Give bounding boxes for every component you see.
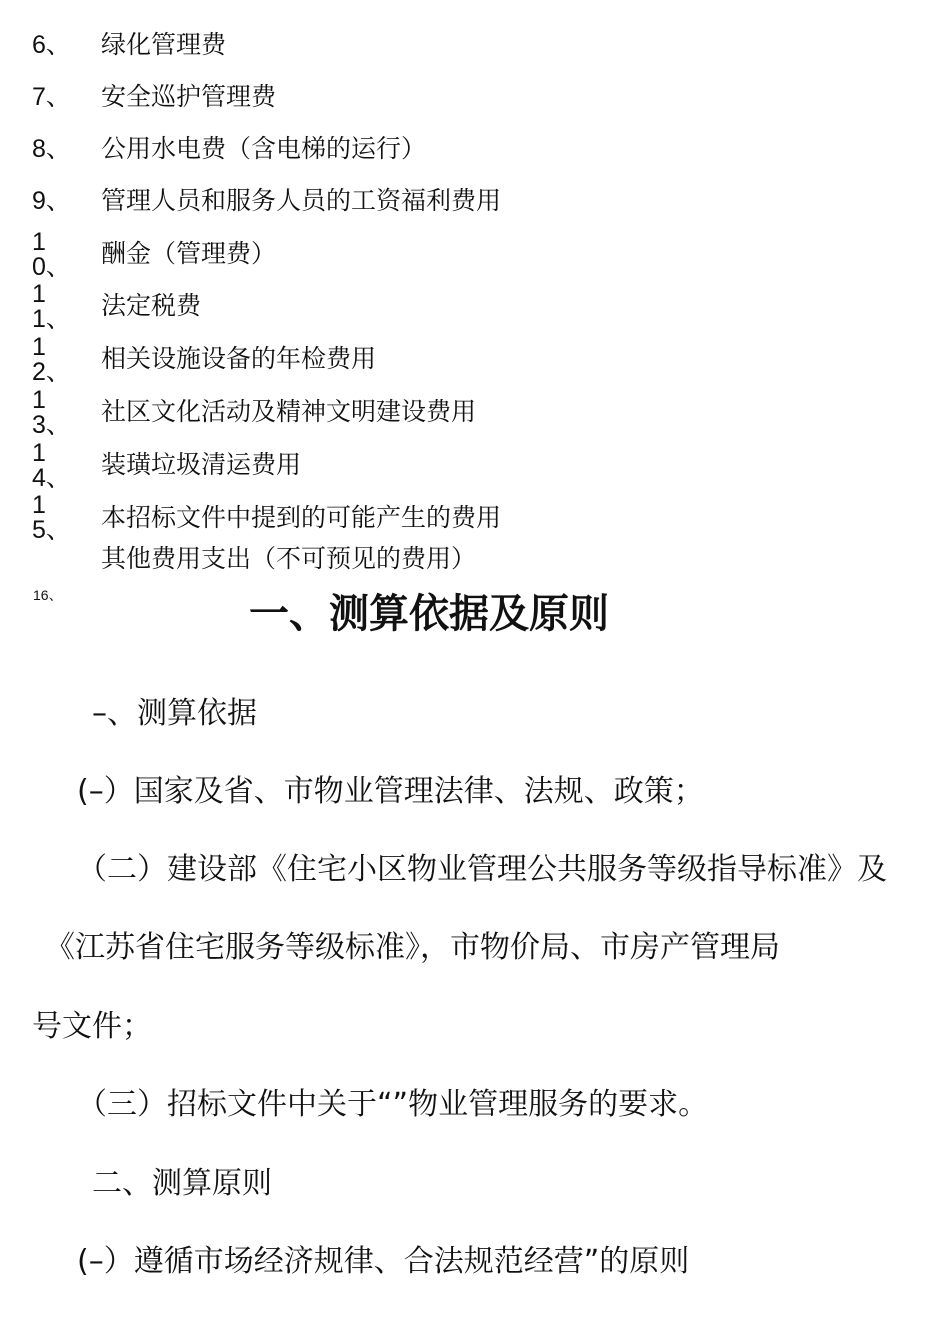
- list-number: 13、: [32, 386, 71, 439]
- paragraph-1: (–）国家及省、市物业管理法律、法规、政策；: [77, 774, 704, 809]
- list-number: 14、: [32, 439, 71, 492]
- list-item-text: 安全巡护管理费: [101, 82, 277, 111]
- paragraph-2-line-3: 号文件；: [32, 1009, 152, 1044]
- section-heading: 一、测算依据及原则: [249, 591, 609, 637]
- list-number: 8、: [32, 135, 71, 163]
- list-item-text: 法定税费: [101, 291, 202, 320]
- list-number: 9、: [32, 187, 71, 215]
- paragraph-4: (–）遵循市场经济规律、合法规范经营”的原则: [77, 1244, 690, 1279]
- list-item-text: 酬金（管理费）: [101, 239, 277, 268]
- list-number: 11、: [32, 280, 71, 333]
- list-item-text: 装璜垃圾清运费用: [101, 450, 302, 479]
- list-number: 12、: [32, 333, 71, 386]
- paragraph-2-line-2: 《江苏省住宅服务等级标准》，市物价局、市房产管理局: [45, 930, 780, 965]
- subheading-basis: –、测算依据: [92, 696, 257, 731]
- list-number: 7、: [32, 83, 71, 111]
- list-number: 6、: [32, 31, 71, 59]
- list-item-text: 公用水电费（含电梯的运行）: [101, 134, 427, 163]
- list-item-text: 绿化管理费: [101, 30, 227, 59]
- list-item-text: 管理人员和服务人员的工资福利费用: [101, 186, 502, 215]
- list-number: 16、: [33, 587, 63, 603]
- list-item-text: 其他费用支出（不可预见的费用）: [101, 544, 477, 573]
- paragraph-2-line-1: （二）建设部《住宅小区物业管理公共服务等级指导标准》及: [77, 852, 887, 887]
- paragraph-3: （三）招标文件中关于“”物业管理服务的要求。: [77, 1087, 709, 1122]
- list-item-text: 本招标文件中提到的可能产生的费用: [101, 503, 502, 532]
- subheading-principles: 二、测算原则: [92, 1166, 272, 1201]
- list-item-text: 社区文化活动及精神文明建设费用: [101, 397, 477, 426]
- list-item-text: 相关设施设备的年检费用: [101, 344, 377, 373]
- list-number: 10、: [32, 228, 71, 281]
- list-number: 15、: [32, 491, 71, 544]
